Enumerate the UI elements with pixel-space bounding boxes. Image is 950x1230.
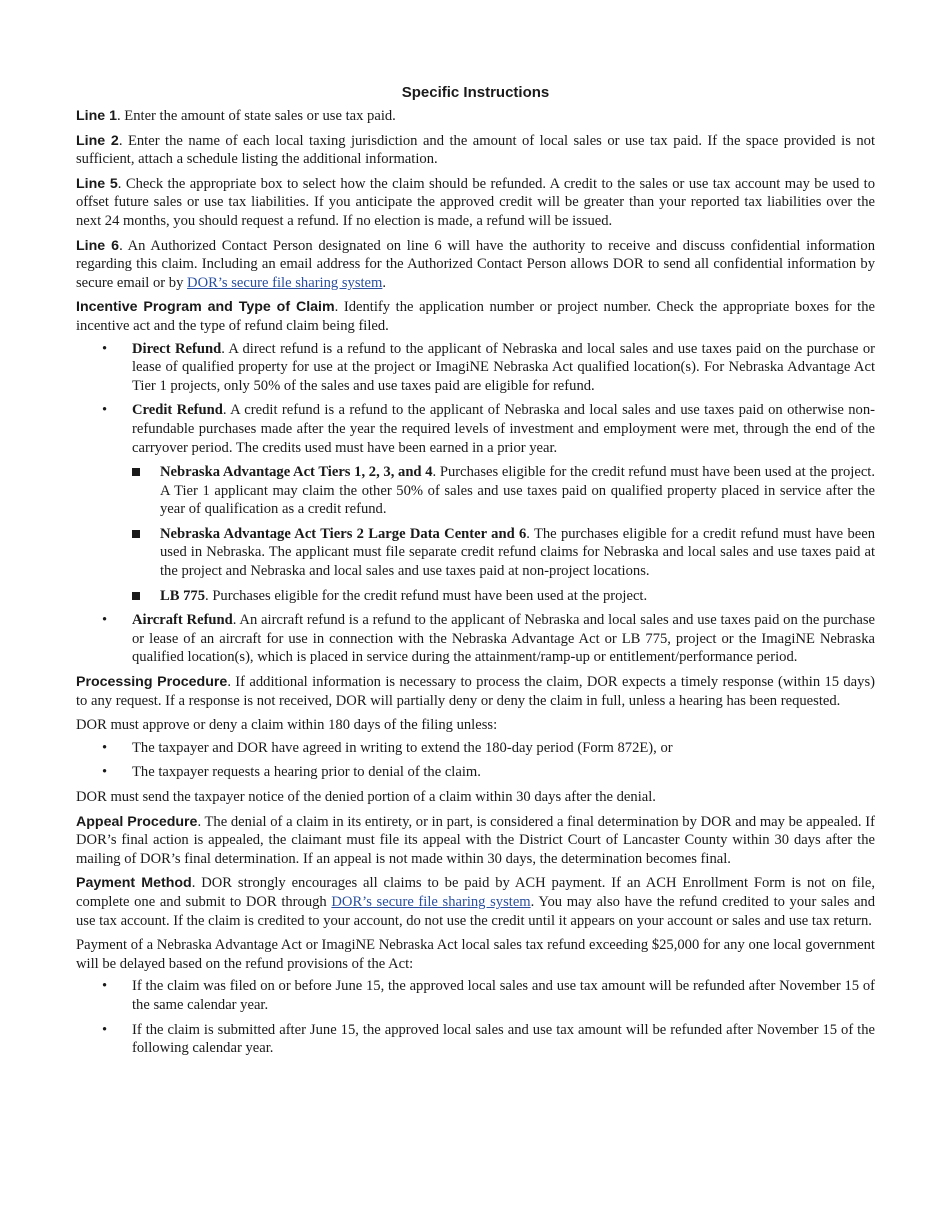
line2-paragraph	[76, 132, 875, 169]
processing-paragraph-3: DOR must send the taxpayer notice of the denied portion of a claim within 30 days after the denial.	[76, 789, 656, 805]
processing-bullet-1: The taxpayer and DOR have agreed in writing to extend the 180-day period (Form 872E), or	[132, 739, 673, 756]
list-item	[132, 463, 875, 519]
list-item	[76, 739, 875, 758]
list-item	[76, 611, 875, 667]
bullet-icon: •	[102, 978, 108, 995]
list-item	[76, 401, 875, 605]
direct-refund-text: . A direct refund is a refund to the applicant of Nebraska and local sales and use taxes paid on the purchase or lease of qualified property for use at the project or ImagiNE Nebraska Act qualified location(s). For Nebraska Advantage Act Tier 1 projects, only 50% of the sales and use taxes paid are eligible for refund.	[132, 340, 875, 394]
list-item	[76, 977, 875, 1014]
credit-refund-label: Credit Refund	[132, 402, 223, 419]
processing-bullet-2: The taxpayer requests a hearing prior to denial of the claim.	[132, 764, 481, 781]
appeal-paragraph	[76, 813, 875, 869]
square-bullet-icon	[132, 592, 140, 600]
credit-refund-sublist	[132, 463, 875, 605]
list-item	[132, 525, 875, 581]
line5-paragraph	[76, 175, 875, 231]
sub3-label: LB 775	[160, 587, 206, 604]
line6-text: . An Authorized Contact Person designated on line 6 will have the authority to receive and discuss confidential information regarding this claim. Including an email address for the Authorized Contact Person allows DOR to send all confidential information by secure email or by	[76, 237, 875, 291]
line6-end: .	[382, 274, 387, 291]
line2-text: . Enter the name of each local taxing jurisdiction and the amount of local sales or use tax paid. If the space provided is not sufficient, attach a schedule listing the additional information.	[76, 132, 876, 168]
line2-label: Line 2	[76, 132, 119, 149]
payment-bullet-1: If the claim was filed on or before June 15, the approved local sales and use tax amount will be refunded after November 15 of the same calendar year.	[132, 978, 875, 1013]
processing-text: . If additional information is necessary to process the claim, DOR expects a timely response (within 15 days) to any request. If a response is not received, DOR will partially deny or deny the claim in full, unless a hearing has been requested.	[76, 674, 876, 709]
incentive-paragraph	[76, 298, 875, 335]
payment-label: Payment Method	[76, 875, 192, 892]
file-sharing-link[interactable]: DOR’s secure file sharing system	[187, 274, 383, 291]
instructions-page	[76, 83, 875, 1064]
bullet-icon: •	[102, 340, 108, 357]
payment-paragraph-2: Payment of a Nebraska Advantage Act or ImagiNE Nebraska Act local sales tax refund exceeding $25,000 for any one local government will be delayed based on the refund provisions of the Act:	[76, 937, 875, 972]
line5-text: . Check the appropriate box to select how the claim should be refunded. A credit to the sales or use tax account may be used to offset future sales or use tax liabilities. If you anticipate the approved credit will be greater than your reported tax liabilities over the next 24 months, you should request a refund. If no election is made, a refund will be issued.	[76, 175, 876, 229]
payment-text: . DOR strongly encourages all claims to be paid by ACH payment. If an ACH Enrollment Form is not on file, complete one and submit to DOR through	[76, 875, 875, 910]
bullet-icon: •	[102, 402, 108, 419]
page-title: Specific Instructions	[401, 84, 550, 101]
processing-paragraph	[76, 673, 875, 710]
list-item	[76, 340, 875, 396]
square-bullet-icon	[132, 530, 140, 538]
list-item	[76, 763, 875, 782]
line6-paragraph	[76, 237, 875, 293]
bullet-icon: •	[102, 764, 108, 781]
processing-list	[76, 739, 875, 782]
processing-paragraph-2: DOR must approve or deny a claim within 180 days of the filing unless:	[76, 717, 498, 734]
square-bullet-icon	[132, 468, 140, 476]
sub1-text: . Purchases eligible for the credit refund must have been used at the project. A Tier 1 applicant may claim the other 50% of sales and use taxes paid on qualified property placed in service after the year of qualification as a credit refund.	[160, 464, 875, 518]
sub3-text: . Purchases eligible for the credit refund must have been used at the project.	[205, 587, 648, 604]
line1-paragraph	[76, 107, 875, 126]
line1-text: . Enter the amount of state sales or use tax paid.	[117, 108, 396, 124]
bullet-icon: •	[102, 739, 108, 756]
incentive-label: Incentive Program and Type of Claim	[76, 299, 335, 316]
line6-label: Line 6	[76, 237, 120, 254]
processing-label: Processing Procedure	[76, 674, 228, 691]
list-item	[76, 1021, 875, 1058]
line1-label: Line 1	[76, 108, 117, 124]
list-item	[132, 587, 875, 606]
payment-list	[76, 977, 875, 1057]
payment-bullet-2: If the claim is submitted after June 15, the approved local sales and use tax amount will be refunded after November 15 of the following calendar year.	[132, 1021, 875, 1057]
direct-refund-label: Direct Refund	[132, 340, 222, 357]
incentive-text: . Identify the application number or project number. Check the appropriate boxes for the incentive act and the type of refund claim being filed.	[76, 299, 875, 334]
aircraft-refund-label: Aircraft Refund	[132, 612, 233, 629]
line5-label: Line 5	[76, 175, 118, 192]
sub1-label: Nebraska Advantage Act Tiers 1, 2, 3, and 4	[160, 464, 433, 481]
file-sharing-link-2[interactable]: DOR’s secure file sharing system	[331, 893, 531, 910]
bullet-icon: •	[102, 1021, 108, 1038]
payment-paragraph	[76, 874, 875, 930]
appeal-text: . The denial of a claim in its entirety, or in part, is considered a final determination by DOR and may be appealed. If DOR’s final action is appealed, the claimant must file its appeal with the District Court of Lancaster County within 30 days after the mailing of DOR’s final determination. If an appeal is not made within 30 days, the determination becomes final.	[76, 813, 875, 867]
appeal-label: Appeal Procedure	[76, 813, 198, 830]
bullet-icon: •	[102, 612, 108, 629]
sub2-label: Nebraska Advantage Act Tiers 2 Large Data Center and 6	[160, 525, 527, 542]
payment-end: . You may also have the refund credited to your sales and use tax account. If the claim is credited to your account, do not use the credit until it appears on your account or sales and use tax return.	[76, 893, 876, 929]
refund-type-list	[76, 340, 875, 668]
sub2-text: . The purchases eligible for a credit refund must have been used in Nebraska. The applicant must file separate credit refund claims for Nebraska and local sales and use taxes paid at the project and Nebraska and local sales and use taxes paid at non-project locations.	[160, 525, 875, 580]
aircraft-refund-text: . An aircraft refund is a refund to the applicant of Nebraska and local sales and use taxes paid on the purchase or lease of an aircraft for use in connection with the Nebraska Advantage Act or LB 775, project or the ImagiNE Nebraska qualified location(s), which is placed in service during the attainment/ramp-up or entitlement/performance period.	[132, 612, 876, 666]
credit-refund-text: . A credit refund is a refund to the applicant of Nebraska and local sales and use taxes paid on otherwise non-refundable purchases made after the year the required levels of investment and employment were met, through the end of the carryover period. The credits used must have been earned in a prior year.	[132, 402, 875, 456]
